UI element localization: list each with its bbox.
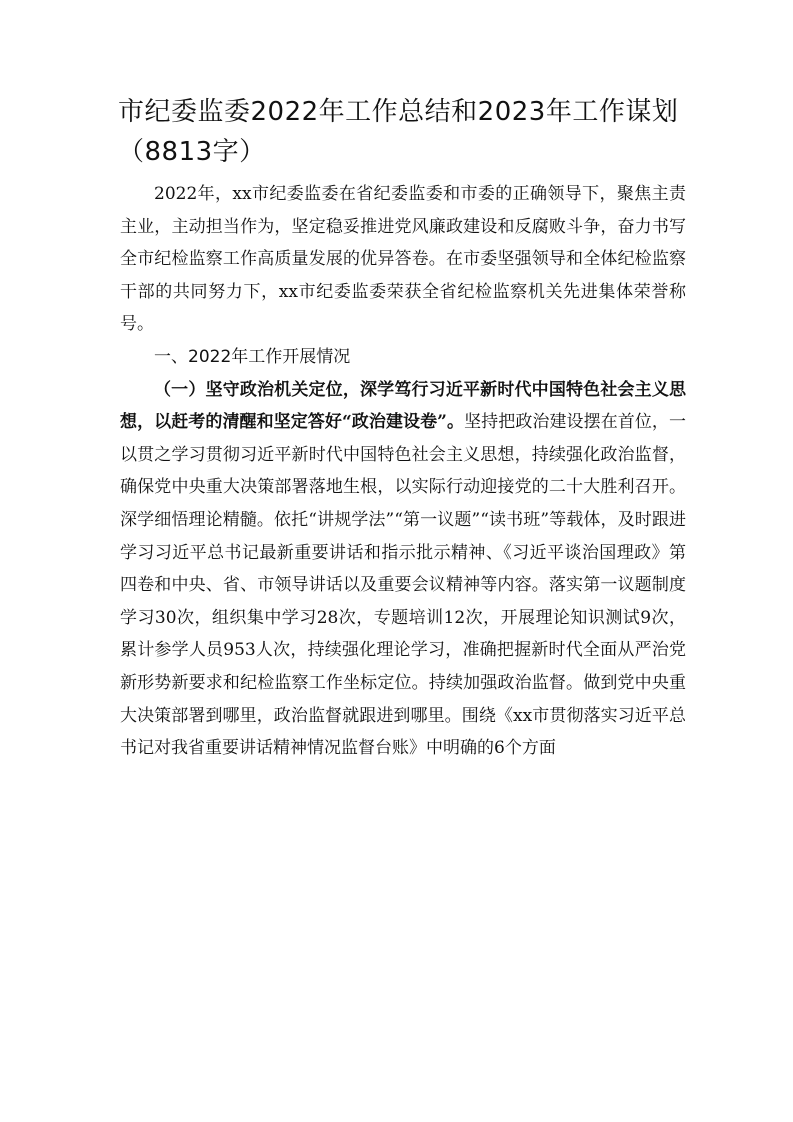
- document-body: [120, 178, 686, 765]
- subsection-body: 坚持把政治建设摆在首位，一以贯之学习贯彻习近平新时代中国特色社会主义思想，持续强化政治监督，确保党中央重大决策部署落地生根，以实际行动迎接党的二十大胜利召开。深学细悟理论精髓。依托“讲规学法”“第一议题”“读书班”等载体，及时跟进学习习近平总书记最新重要讲话和指示批示精神、《习近平谈治国理政》第四卷和中央、省、市领导讲话以及重要会议精神等内容。落实第一议题制度学习30次，组织集中学习28次，专题培训12次，开展理论知识测试9次，累计参学人员953人次，持续强化理论学习，准确把握新时代全面从严治党新形势新要求和纪检监察工作坐标定位。持续加强政治监督。做到党中央重大决策部署到哪里，政治监督就跟进到哪里。围绕《xx市贯彻落实习近平总书记对我省重要讲话精神情况监督台账》中明确的6个方面: [120, 412, 686, 759]
- document-title: 市纪委监委2022年工作总结和2023年工作谋划（8813字）: [118, 97, 679, 167]
- section-heading: 一、2022年工作开展情况: [154, 346, 351, 367]
- intro-paragraph: 2022年，xx市纪委监委在省纪委监委和市委的正确领导下，聚焦主责主业，主动担当作为，坚定稳妥推进党风廉政建设和反腐败斗争，奋力书写全市纪检监察工作高质量发展的优异答卷。在市委坚强领导和全体纪检监察干部的共同努力下，xx市纪委监委荣获全省纪检监察机关先进集体荣誉称号。: [120, 184, 686, 335]
- subsection-heading: （一）坚守政治机关定位，深学笃行习近平新时代中国特色社会主义思想，以赶考的清醒和坚定答好“政治建设卷”。: [120, 379, 686, 433]
- subsection-paragraph: [120, 374, 686, 765]
